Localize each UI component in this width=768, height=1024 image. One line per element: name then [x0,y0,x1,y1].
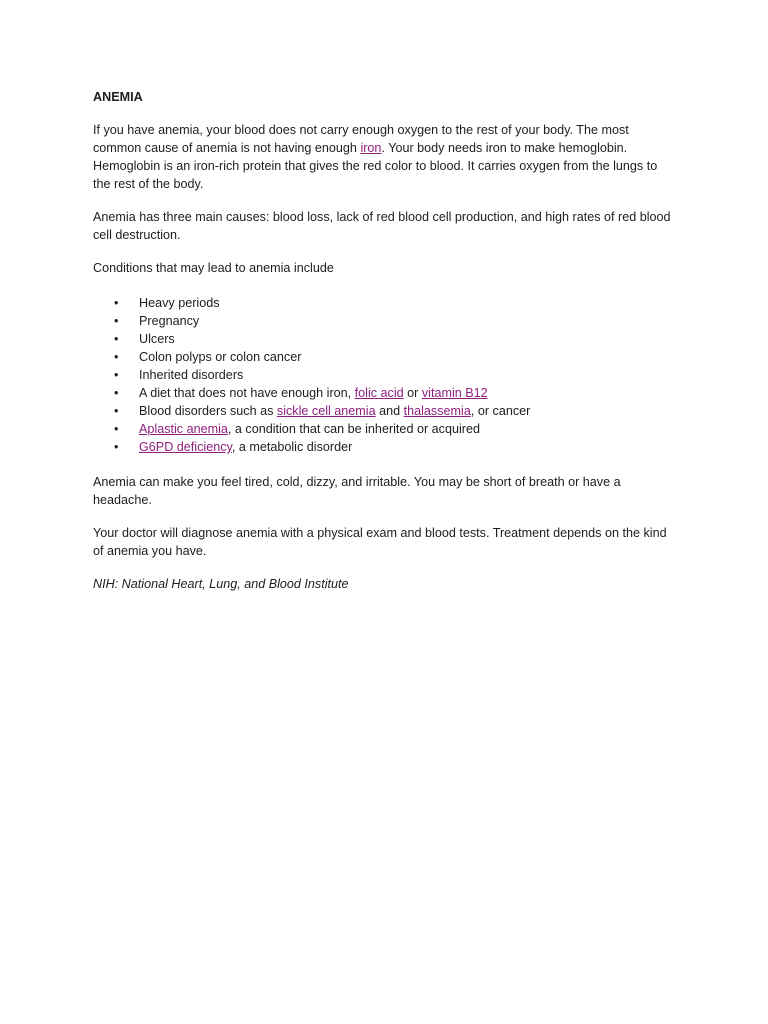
condition-blood-disorders-and: and [375,404,404,418]
bullet-icon: • [114,368,119,382]
bullet-icon: • [114,314,119,328]
vitamin-b12-link[interactable]: vitamin B12 [421,386,488,400]
condition-g6pd-after: , a metabolic disorder [231,440,353,454]
condition-aplastic-after: , a condition that can be inherited or acquired [227,422,480,436]
list-item [93,348,678,366]
list-item [93,312,678,330]
folic-acid-link[interactable]: folic acid [354,386,404,400]
condition-ulcers: Ulcers [139,332,175,346]
condition-diet-text: A diet that does not have enough iron, [139,386,355,400]
thalassemia-link[interactable]: thalassemia [403,404,471,418]
g6pd-deficiency-link[interactable]: G6PD deficiency [139,440,232,454]
list-item [93,330,678,348]
bullet-icon: • [114,386,119,400]
causes-paragraph: Anemia has three main causes: blood loss, lack of red blood cell production, and high rates of red blood cell destruction. [93,210,671,242]
iron-link[interactable]: iron [360,141,382,155]
document-page [93,88,678,608]
list-item [93,294,678,312]
intro-text-start: If you have anemia, your blood does not carry enough oxygen to the rest of your body. The most common cause of anemia is not having enough [93,123,629,155]
bullet-icon: • [114,404,119,418]
bullet-icon: • [114,296,119,310]
condition-blood-disorders-after: , or cancer [470,404,531,418]
intro-text-end: . Your body needs iron to make hemoglobin. Hemoglobin is an iron-rich protein that gives the red color to blood. It carries oxygen from the lungs to the rest of the body. [93,141,658,191]
document-title: ANEMIA [93,90,143,104]
condition-heavy-periods: Heavy periods [139,296,220,310]
condition-colon-polyps: Colon polyps or colon cancer [139,350,302,364]
aplastic-anemia-link[interactable]: Aplastic anemia [139,422,228,436]
bullet-icon: • [114,440,119,454]
conditions-intro: Conditions that may lead to anemia include [93,261,334,275]
list-item [93,420,678,438]
diagnosis-paragraph: Your doctor will diagnose anemia with a physical exam and blood tests. Treatment depends on the kind of anemia you have. [93,526,667,558]
conditions-list [93,294,678,456]
condition-blood-disorders-text: Blood disorders such as [139,404,277,418]
list-item [93,402,678,420]
condition-diet-or: or [403,386,422,400]
symptoms-paragraph: Anemia can make you feel tired, cold, dizzy, and irritable. You may be short of breath or have a headache. [93,475,621,507]
list-item [93,366,678,384]
source-citation: NIH: National Heart, Lung, and Blood Institute [93,577,349,591]
bullet-icon: • [114,350,119,364]
sickle-cell-anemia-link[interactable]: sickle cell anemia [276,404,376,418]
bullet-icon: • [114,332,119,346]
list-item [93,438,678,456]
condition-pregnancy: Pregnancy [139,314,200,328]
bullet-icon: • [114,422,119,436]
list-item [93,384,678,402]
intro-paragraph [93,121,678,193]
condition-inherited: Inherited disorders [139,368,244,382]
